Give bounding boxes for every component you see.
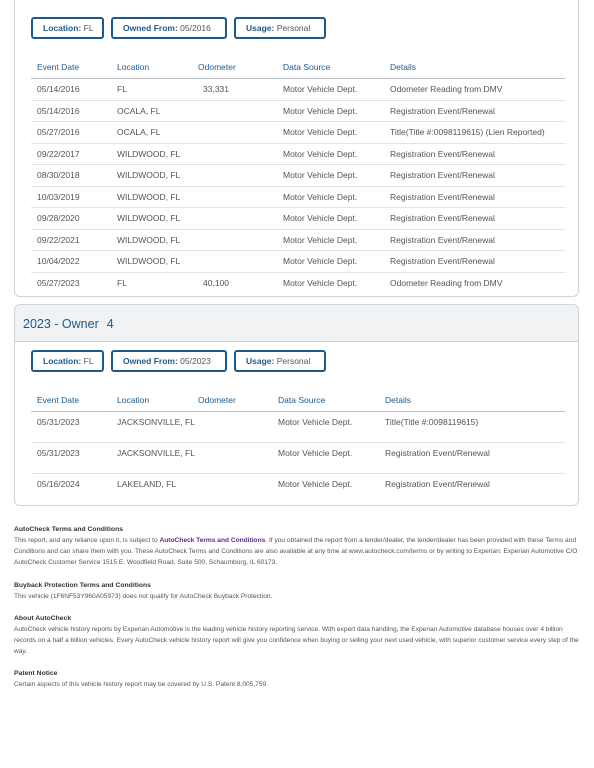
report-footer — [14, 524, 580, 702]
odometer-cell: 33,331 — [198, 79, 283, 101]
details-cell: Odometer Reading from DMV — [390, 277, 503, 288]
location-cell: FL — [117, 277, 127, 288]
table-row — [31, 251, 565, 273]
data-source-cell: Motor Vehicle Dept. — [283, 208, 390, 230]
odometer-cell — [198, 474, 278, 505]
event-date-cell: 05/16/2024 — [37, 479, 80, 489]
table-row — [31, 122, 565, 144]
location-chip — [31, 350, 104, 372]
patent-heading: Patent Notice — [14, 670, 58, 678]
details-cell: Registration Event/Renewal — [385, 443, 565, 474]
owner-number: 4 — [106, 317, 114, 331]
data-source-cell: Motor Vehicle Dept. — [283, 277, 358, 288]
table-header-row — [31, 56, 565, 79]
owner-4-table-body — [31, 412, 565, 505]
owner-heading: 2023 - Owner — [23, 317, 99, 331]
column-header-data-source: Data Source — [283, 56, 390, 79]
odometer-cell — [198, 122, 283, 144]
column-header-details: Details — [390, 56, 565, 79]
owned-from-chip — [111, 17, 227, 39]
location-value: FL — [83, 356, 94, 366]
table-row — [31, 100, 565, 122]
owned-from-value: 05/2016 — [180, 23, 211, 33]
odometer-cell — [198, 186, 283, 208]
owner-3-table-body — [31, 79, 565, 294]
event-date-cell: 10/03/2019 — [31, 186, 117, 208]
owner-4-summary-chips — [31, 350, 326, 372]
column-header-details: Details — [385, 389, 565, 412]
details-cell: Registration Event/Renewal — [385, 479, 490, 489]
terms-text-end: . If you obtained the report from a lender/dealer, the lender/dealer has been provided with these Terms and Conditions and can share them with you. These AutoCheck Terms and Conditions are also available at any time at www.autocheck.com/terms or by writing to Experian: Experian Automotive C/O AutoCheck Customer Service 1515 E. Woodfield Road, Suite 500, Schaumburg, IL 60173. — [14, 537, 578, 567]
odometer-cell — [198, 229, 283, 251]
odometer-cell — [198, 443, 278, 474]
details-cell: Title(Title #:0098119615) (Lien Reported) — [390, 122, 565, 144]
about-paragraph: AutoCheck vehicle history reports by Experian Automotive is the leading vehicle history reporting service. With expert data handling, the Experian Automotive database houses over 4 billion records on a half a billion vehicles. Every AutoCheck vehicle history report will give you confidence when buying or selling your next used vehicle, with superior customer service every step of the way. — [14, 625, 579, 656]
owned-from-label: Owned From: — [123, 356, 178, 366]
terms-paragraph — [14, 535, 580, 569]
table-row — [31, 272, 565, 293]
details-cell: Registration Event/Renewal — [390, 229, 565, 251]
table-row — [31, 165, 565, 187]
owner-4-card — [14, 304, 579, 506]
data-source-cell: Motor Vehicle Dept. — [283, 122, 390, 144]
usage-value: Personal — [276, 23, 311, 33]
owned-from-label: Owned From: — [123, 23, 178, 33]
event-date-cell: 09/22/2017 — [31, 143, 117, 165]
table-row — [31, 186, 565, 208]
location-cell: WILDWOOD, FL — [117, 143, 198, 165]
location-cell: WILDWOOD, FL — [117, 186, 198, 208]
details-cell: Registration Event/Renewal — [390, 251, 565, 273]
column-header-data-source: Data Source — [278, 389, 385, 412]
location-value: FL — [83, 23, 94, 33]
about-heading: About AutoCheck — [14, 614, 72, 622]
location-cell: WILDWOOD, FL — [117, 229, 198, 251]
patent-paragraph: Certain aspects of this vehicle history report may be covered by U.S. Patent 8,005,759. — [14, 681, 268, 689]
table-row — [31, 474, 565, 505]
data-source-cell: Motor Vehicle Dept. — [278, 443, 385, 474]
owner-4-header — [15, 305, 578, 342]
details-cell: Registration Event/Renewal — [390, 143, 565, 165]
event-date-cell: 08/30/2018 — [31, 165, 117, 187]
owner-3-card — [14, 0, 579, 297]
data-source-cell: Motor Vehicle Dept. — [283, 143, 390, 165]
data-source-cell: Motor Vehicle Dept. — [278, 412, 385, 443]
data-source-cell: Motor Vehicle Dept. — [283, 165, 390, 187]
details-cell: Title(Title #:0098119615) — [385, 412, 565, 443]
table-row — [31, 412, 565, 443]
terms-text-start: This report, and any reliance upon it, is subject to — [14, 537, 160, 544]
owned-from-chip — [111, 350, 227, 372]
location-chip — [31, 17, 104, 39]
table-row — [31, 143, 565, 165]
event-date-cell: 05/31/2023 — [31, 443, 117, 474]
table-row — [31, 79, 565, 101]
event-date-cell: 05/14/2016 — [31, 100, 117, 122]
table-row — [31, 229, 565, 251]
odometer-cell: 40,100 — [203, 277, 229, 288]
odometer-cell — [198, 251, 283, 273]
details-cell: Registration Event/Renewal — [390, 100, 565, 122]
usage-value: Personal — [276, 356, 311, 366]
details-cell: Odometer Reading from DMV — [390, 79, 565, 101]
event-date-cell: 05/27/2023 — [37, 277, 80, 288]
location-cell: LAKELAND, FL — [117, 479, 177, 489]
location-cell: OCALA, FL — [117, 100, 198, 122]
table-row — [31, 443, 565, 474]
location-cell: WILDWOOD, FL — [117, 208, 198, 230]
location-cell: JACKSONVILLE, FL — [117, 443, 198, 474]
location-label: Location: — [43, 356, 82, 366]
column-header-odometer: Odometer — [198, 389, 278, 412]
table-row — [31, 208, 565, 230]
event-date-cell: 05/14/2016 — [31, 79, 117, 101]
usage-label: Usage: — [246, 356, 275, 366]
owner-3-events-table — [31, 56, 565, 293]
column-header-location: Location — [117, 56, 198, 79]
column-header-odometer: Odometer — [198, 56, 283, 79]
data-source-cell: Motor Vehicle Dept. — [278, 479, 353, 489]
data-source-cell: Motor Vehicle Dept. — [283, 79, 390, 101]
location-cell: WILDWOOD, FL — [117, 165, 198, 187]
data-source-cell: Motor Vehicle Dept. — [283, 100, 390, 122]
location-label: Location: — [43, 23, 82, 33]
details-cell: Registration Event/Renewal — [390, 186, 565, 208]
details-cell: Registration Event/Renewal — [390, 208, 565, 230]
owned-from-value: 05/2023 — [180, 356, 211, 366]
usage-label: Usage: — [246, 23, 275, 33]
odometer-cell — [198, 143, 283, 165]
buyback-paragraph: This vehicle (1F6NF53Y960A05973) does not qualify for AutoCheck Buyback Protection. — [14, 592, 273, 600]
odometer-cell — [198, 208, 283, 230]
details-cell: Registration Event/Renewal — [390, 165, 565, 187]
usage-chip — [234, 350, 326, 372]
event-date-cell: 09/28/2020 — [31, 208, 117, 230]
buyback-heading: Buyback Protection Terms and Conditions — [14, 581, 151, 589]
event-date-cell: 10/04/2022 — [31, 251, 117, 273]
table-header-row — [31, 389, 565, 412]
location-cell: FL — [117, 79, 198, 101]
location-cell: JACKSONVILLE, FL — [117, 412, 198, 443]
owner-4-events-table — [31, 389, 565, 505]
column-header-event-date: Event Date — [31, 389, 117, 412]
data-source-cell: Motor Vehicle Dept. — [283, 186, 390, 208]
odometer-cell — [198, 412, 278, 443]
data-source-cell: Motor Vehicle Dept. — [283, 251, 390, 273]
terms-link[interactable]: AutoCheck Terms and Conditions — [159, 537, 266, 544]
usage-chip — [234, 17, 326, 39]
location-cell: OCALA, FL — [117, 122, 198, 144]
odometer-cell — [198, 100, 283, 122]
event-date-cell: 05/27/2016 — [31, 122, 117, 144]
column-header-event-date: Event Date — [31, 56, 117, 79]
event-date-cell: 05/31/2023 — [31, 412, 117, 443]
odometer-cell — [198, 165, 283, 187]
column-header-location: Location — [117, 389, 198, 412]
data-source-cell: Motor Vehicle Dept. — [283, 229, 390, 251]
owner-3-summary-chips — [31, 17, 326, 39]
event-date-cell: 09/22/2021 — [31, 229, 117, 251]
terms-heading: AutoCheck Terms and Conditions — [14, 526, 124, 533]
location-cell: WILDWOOD, FL — [117, 251, 198, 273]
